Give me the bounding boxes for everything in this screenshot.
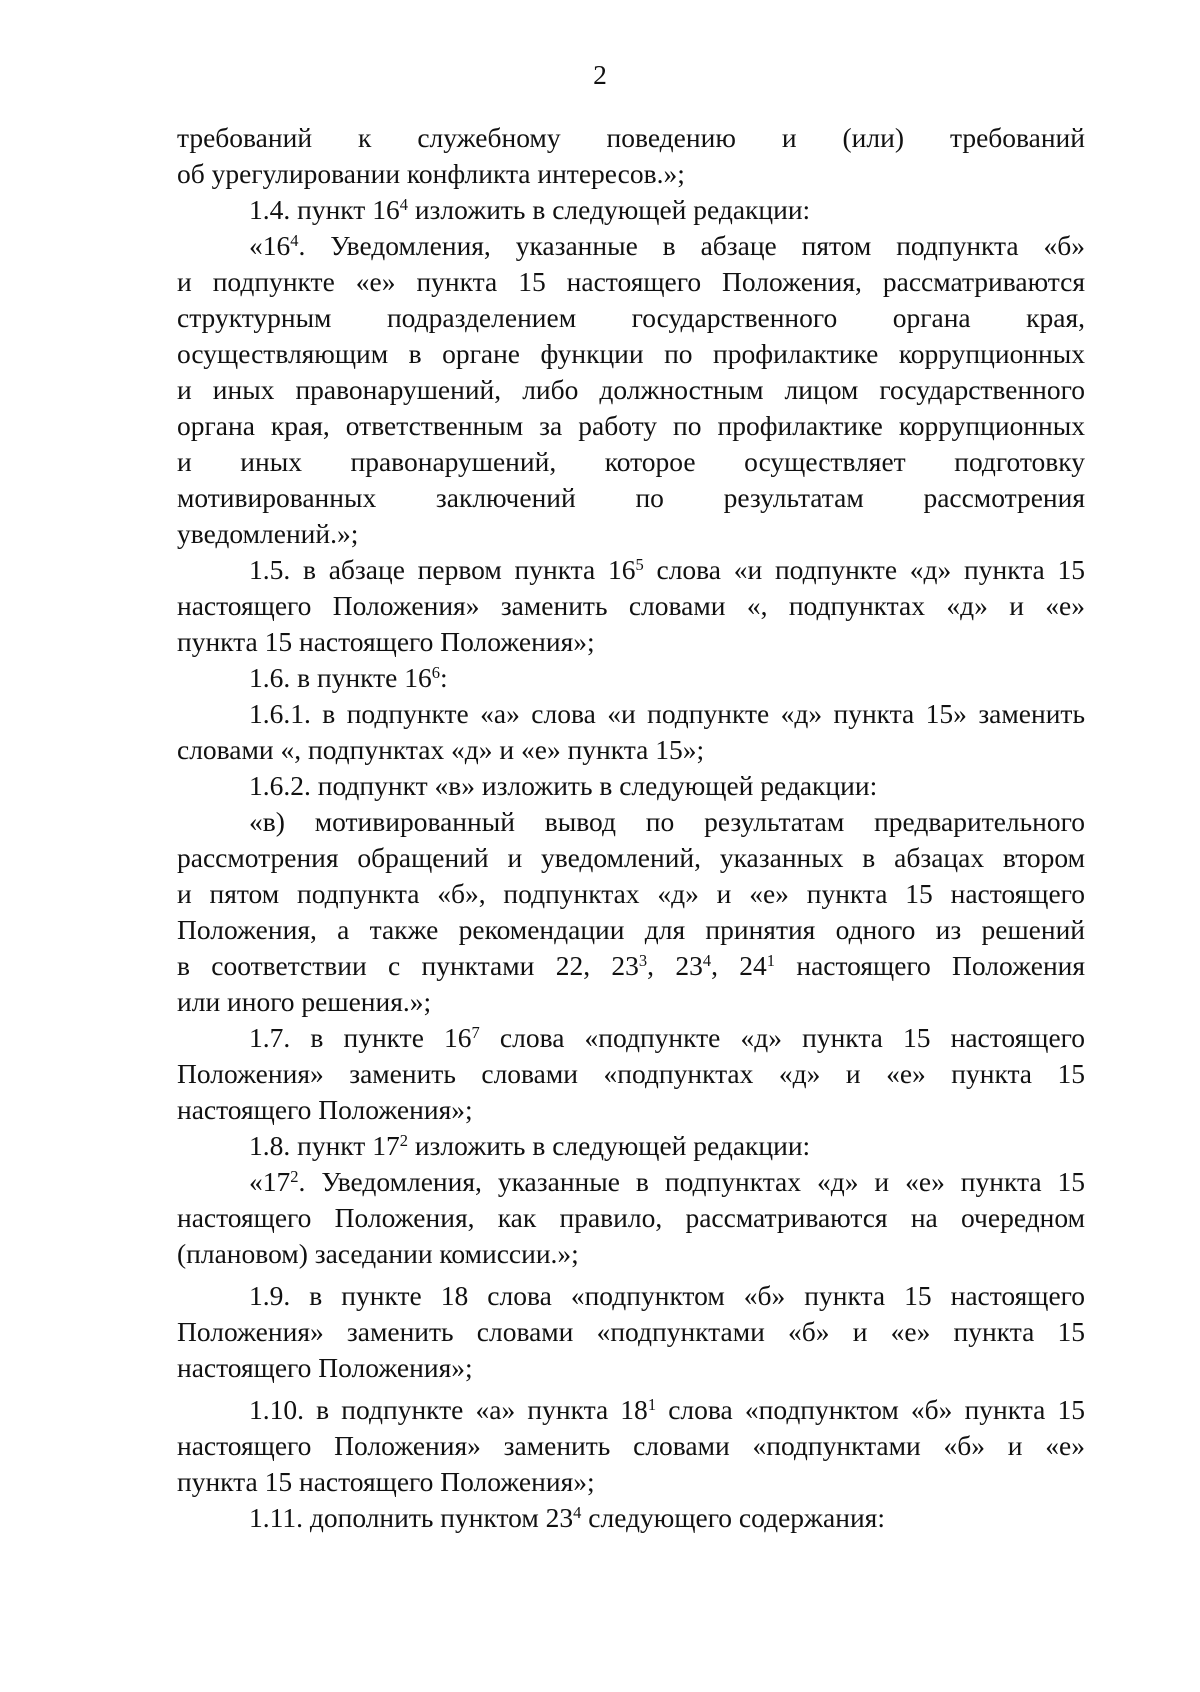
text-segment: 1.11. дополнить пунктом 23 (249, 1502, 574, 1533)
text-segment: настоящего Положения» заменить словами «подпунктами «б» и «е» (177, 1430, 1085, 1461)
text-segment: 1.8. пункт 17 (249, 1130, 400, 1161)
text-line (177, 120, 1085, 156)
superscript: 4 (399, 194, 408, 214)
text-segment: 1.10. в подпункте «а» пункта 18 (249, 1394, 648, 1425)
text-line (177, 948, 1085, 984)
text-segment: «в) мотивированный вывод по результатам предварительного (249, 806, 1085, 837)
superscript: 4 (573, 1502, 582, 1522)
text-line (177, 480, 1085, 516)
text-line (177, 372, 1085, 408)
text-line (177, 912, 1085, 948)
text-segment: слова «подпунктом «б» пункта 15 (656, 1394, 1085, 1425)
text-line (177, 264, 1085, 300)
text-line (177, 876, 1085, 912)
text-line (177, 840, 1085, 876)
text-line (177, 192, 1085, 228)
text-segment: , 24 (711, 950, 767, 981)
text-line (177, 1128, 1085, 1164)
text-segment: Положения, а также рекомендации для принятия одного из решений (177, 914, 1085, 945)
text-segment: структурным подразделением государственного органа края, (177, 302, 1085, 333)
superscript: 7 (471, 1022, 480, 1042)
superscript: 1 (647, 1394, 657, 1414)
text-line (177, 300, 1085, 336)
text-segment: настоящего Положения» заменить словами «, подпунктах «д» и «е» (177, 590, 1085, 621)
text-segment: в соответствии с пунктами 22, 23 (177, 950, 639, 981)
text-segment: . Уведомления, указанные в подпунктах «д» и «е» пункта 15 (298, 1166, 1085, 1197)
text-segment: следующего содержания: (581, 1502, 885, 1533)
text-segment: Положения» заменить словами «подпунктами «б» и «е» пункта 15 (177, 1316, 1085, 1347)
text-line (177, 228, 1085, 264)
text-segment: и иных правонарушений, либо должностным лицом государственного (177, 374, 1085, 405)
text-line (177, 588, 1085, 624)
text-segment: органа края, ответственным за работу по профилактике коррупционных (177, 410, 1085, 441)
text-segment: изложить в следующей редакции: (407, 1130, 811, 1161)
text-line (177, 1500, 1085, 1536)
text-line (177, 516, 1085, 552)
text-line (177, 1392, 1085, 1428)
page-number: 2 (593, 59, 607, 90)
text-segment: пункта 15 настоящего Положения»; (177, 626, 595, 657)
text-segment: 1.6.1. в подпункте «а» слова «и подпункте «д» пункта 15» заменить (249, 698, 1085, 729)
text-line (177, 156, 1085, 192)
text-line (177, 696, 1085, 732)
text-line (177, 768, 1085, 804)
text-line (177, 1278, 1085, 1314)
text-segment: . Уведомления, указанные в абзаце пятом подпункта «б» (298, 230, 1085, 261)
text-line (177, 1464, 1085, 1500)
text-segment: или иного решения.»; (177, 986, 432, 1017)
text-segment: , 23 (647, 950, 703, 981)
superscript: 6 (431, 662, 441, 682)
text-segment: 1.6. в пункте 16 (249, 662, 432, 693)
text-segment: изложить в следующей редакции: (407, 194, 811, 225)
text-line (177, 552, 1085, 588)
text-line (177, 1428, 1085, 1464)
text-line (177, 1020, 1085, 1056)
text-line (177, 336, 1085, 372)
text-line (177, 408, 1085, 444)
superscript: 2 (399, 1130, 408, 1150)
text-segment: 1.4. пункт 16 (249, 194, 400, 225)
text-segment: «17 (249, 1166, 291, 1197)
text-line (177, 624, 1085, 660)
text-line (177, 1236, 1085, 1272)
text-segment: 1.6.2. подпункт «в» изложить в следующей редакции: (249, 770, 878, 801)
superscript: 4 (290, 230, 299, 250)
text-segment: настоящего Положения»; (177, 1352, 473, 1383)
text-segment: осуществляющим в органе функции по профилактике коррупционных (177, 338, 1085, 369)
text-line (177, 444, 1085, 480)
text-line (177, 984, 1085, 1020)
text-segment: словами «, подпунктах «д» и «е» пункта 15»; (177, 734, 705, 765)
text-segment: : (440, 662, 448, 693)
text-segment: Положения» заменить словами «подпунктах «д» и «е» пункта 15 (177, 1058, 1085, 1089)
text-segment: слова «и подпункте «д» пункта 15 (643, 554, 1086, 585)
text-segment: 1.5. в абзаце первом пункта 16 (249, 554, 636, 585)
superscript: 3 (638, 950, 648, 970)
text-segment: уведомлений.»; (177, 518, 359, 549)
text-line (177, 1164, 1085, 1200)
text-segment: настоящего Положения»; (177, 1094, 473, 1125)
text-segment: настоящего Положения (775, 950, 1086, 981)
text-segment: об урегулировании конфликта интересов.»; (177, 158, 685, 189)
text-segment: и иных правонарушений, которое осуществляет подготовку (177, 446, 1085, 477)
document-body (177, 120, 1085, 1536)
text-segment: пункта 15 настоящего Положения»; (177, 1466, 595, 1497)
text-line (177, 732, 1085, 768)
text-line (177, 1200, 1085, 1236)
text-line (177, 1056, 1085, 1092)
text-segment: 1.9. в пункте 18 слова «подпунктом «б» пункта 15 настоящего (249, 1280, 1085, 1311)
text-segment: слова «подпункте «д» пункта 15 настоящего (479, 1022, 1085, 1053)
text-segment: требований к служебному поведению и (или) требований (177, 122, 1085, 153)
text-segment: (плановом) заседании комиссии.»; (177, 1238, 579, 1269)
text-line (177, 804, 1085, 840)
text-segment: и пятом подпункта «б», подпунктах «д» и «е» пункта 15 настоящего (177, 878, 1085, 909)
text-line (177, 1092, 1085, 1128)
superscript: 5 (635, 554, 644, 574)
text-segment: и подпункте «е» пункта 15 настоящего Положения, рассматриваются (177, 266, 1085, 297)
text-segment: мотивированных заключений по результатам рассмотрения (177, 482, 1085, 513)
text-segment: 1.7. в пункте 16 (249, 1022, 472, 1053)
text-segment: «16 (249, 230, 291, 261)
text-segment: настоящего Положения, как правило, рассматриваются на очередном (177, 1202, 1085, 1233)
superscript: 2 (290, 1166, 299, 1186)
text-segment: рассмотрения обращений и уведомлений, указанных в абзацах втором (177, 842, 1085, 873)
text-line (177, 1314, 1085, 1350)
text-line (177, 660, 1085, 696)
superscript: 4 (702, 950, 712, 970)
superscript: 1 (766, 950, 776, 970)
text-line (177, 1350, 1085, 1386)
